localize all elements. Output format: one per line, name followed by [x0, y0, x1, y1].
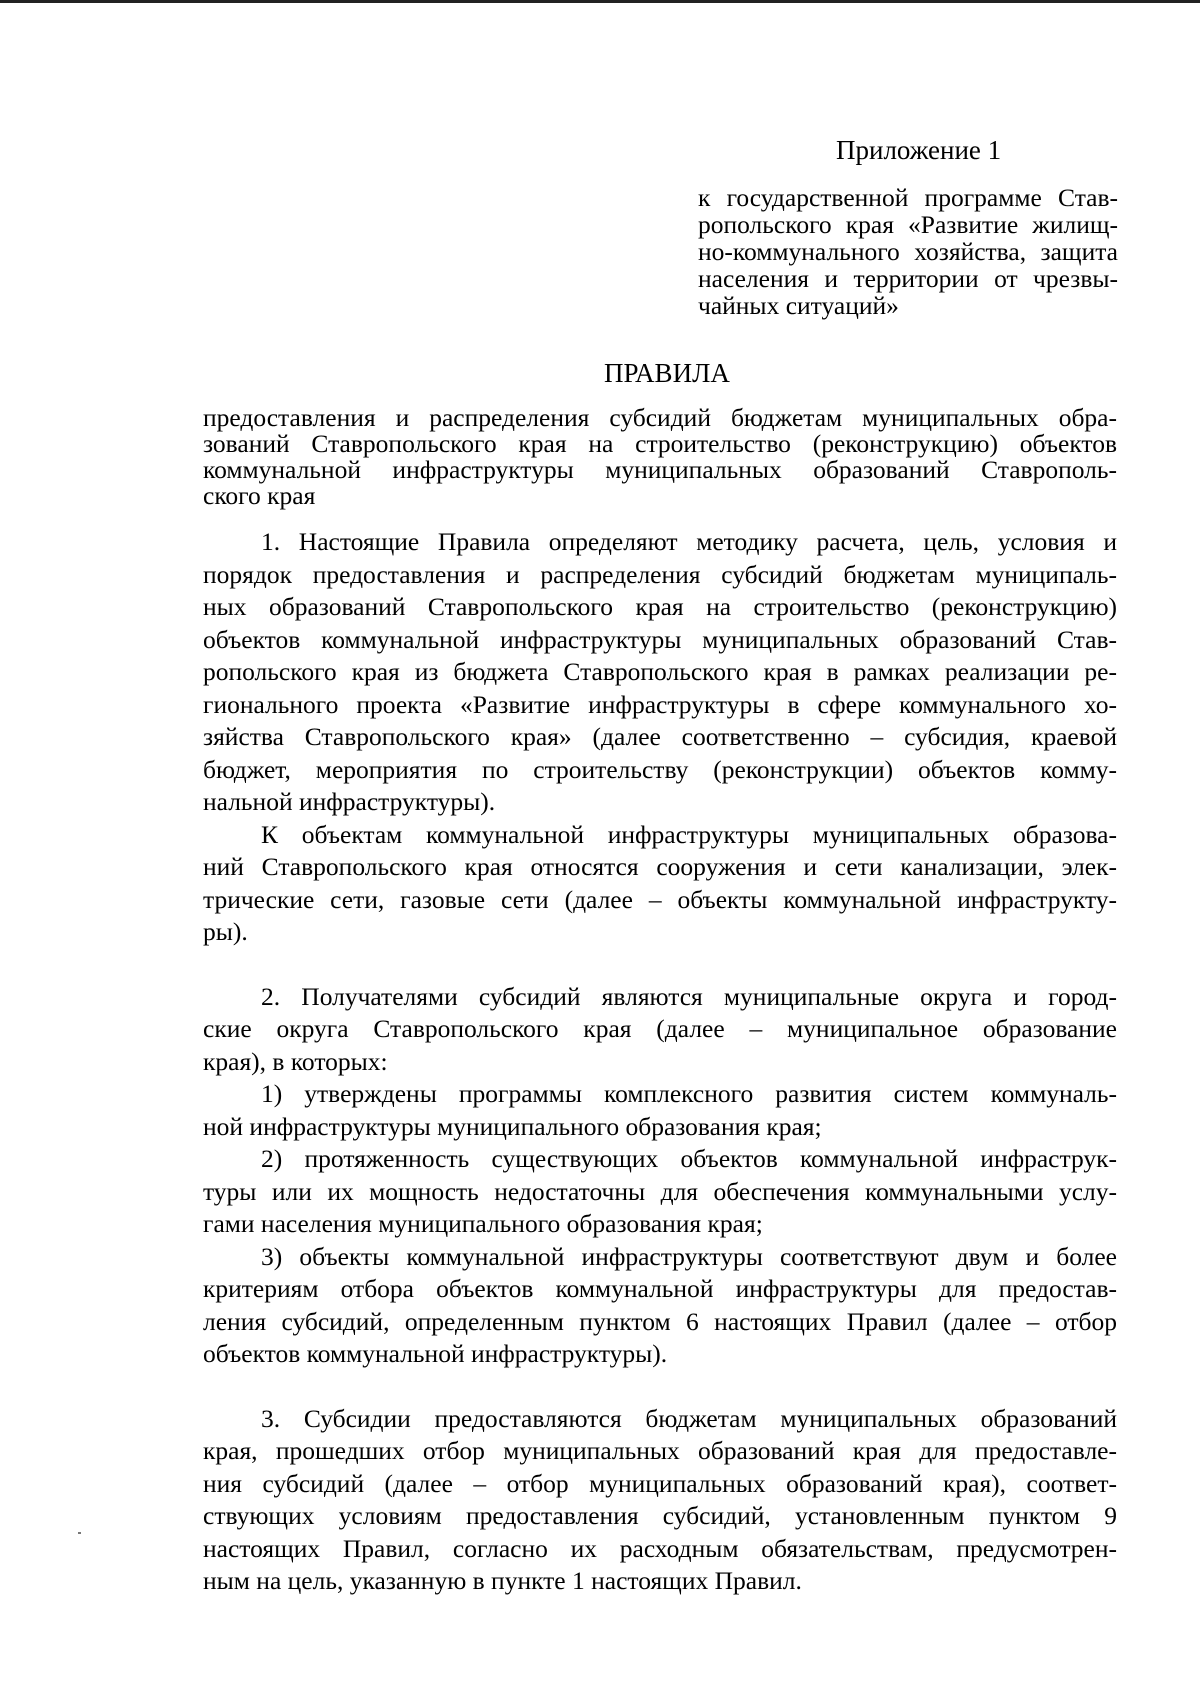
body-line: ствующих условиям предоставления субсидий, установленным пунктом 9	[203, 1501, 1117, 1530]
appendix-line: к государственной программе Став-	[698, 183, 1118, 212]
body-line: бюджет, мероприятия по строительству (реконструкции) объектов комму-	[203, 754, 1117, 784]
subtitle-line: ского края	[203, 481, 316, 510]
body-line: ропольского края из бюджета Ставропольского края в рамках реализации ре-	[203, 657, 1117, 686]
document-subtitle	[203, 405, 1117, 509]
body-line: зяйства Ставропольского края» (далее соответственно – субсидия, краевой	[203, 722, 1117, 751]
body-line: ной инфраструктуры муниципального образования края;	[203, 1111, 822, 1141]
appendix-line: но-коммунального хозяйства, защита	[698, 237, 1118, 266]
body-line: края), в которых:	[203, 1046, 388, 1076]
body-line: ские округа Ставропольского края (далее – муниципальное образование	[203, 1014, 1117, 1043]
body-line: 1) утверждены программы комплексного развития систем коммуналь-	[261, 1079, 1117, 1108]
paragraph-spacer	[203, 949, 1117, 981]
body-line: гами населения муниципального образования края;	[203, 1209, 763, 1238]
body-line: ления субсидий, определенным пунктом 6 настоящих Правил (далее – отбор	[203, 1306, 1117, 1336]
subtitle-line: коммунальной инфраструктуры муниципальных образований Ставрополь-	[203, 455, 1117, 484]
body-line: ния субсидий (далее – отбор муниципальных образований края), соответ-	[203, 1468, 1117, 1498]
body-line: края, прошедших отбор муниципальных образований края для предоставле-	[203, 1436, 1117, 1465]
appendix-line: населения и территории от чрезвы-	[698, 264, 1118, 293]
subtitle-line: зований Ставропольского края на строительство (реконструкцию) объектов	[203, 429, 1117, 458]
appendix-line: ропольского края «Развитие жилищ-	[698, 210, 1118, 239]
body-line: гионального проекта «Развитие инфраструктуры в сфере коммунального хо-	[203, 689, 1117, 719]
paragraph-spacer	[203, 1371, 1117, 1403]
appendix-reference	[698, 184, 1118, 319]
paragraph-3	[203, 1403, 1117, 1598]
body-line: 3. Субсидии предоставляются бюджетам муниципальных образований	[261, 1403, 1117, 1433]
appendix-line: чайных ситуаций»	[698, 291, 899, 320]
body-line: критериям отбора объектов коммунальной инфраструктуры для предостав-	[203, 1274, 1117, 1303]
paragraph-1-objects	[203, 819, 1117, 949]
document-title: ПРАВИЛА	[604, 358, 730, 388]
list-item-1	[203, 1078, 1117, 1143]
list-item-2	[203, 1143, 1117, 1241]
body-line: 2) протяженность существующих объектов коммунальной инфраструк-	[261, 1144, 1117, 1173]
document-body	[203, 526, 1117, 1598]
body-line: трические сети, газовые сети (далее – объекты коммунальной инфраструкту-	[203, 884, 1117, 914]
list-item-3	[203, 1241, 1117, 1371]
body-line: 2. Получателями субсидий являются муниципальные округа и город-	[261, 981, 1117, 1011]
body-line: нальной инфраструктуры).	[203, 787, 496, 816]
body-line: 3) объекты коммунальной инфраструктуры соответствуют двум и более	[261, 1241, 1117, 1271]
body-line: объектов коммунальной инфраструктуры муниципальных образований Став-	[203, 624, 1117, 654]
paragraph-2	[203, 981, 1117, 1079]
subtitle-line: предоставления и распределения субсидий бюджетам муниципальных обра-	[203, 403, 1117, 432]
body-line: 1. Настоящие Правила определяют методику расчета, цель, условия и	[261, 527, 1117, 556]
body-line: настоящих Правил, согласно их расходным обязательствам, предусмотрен-	[203, 1533, 1117, 1563]
body-line: объектов коммунальной инфраструктуры).	[203, 1339, 668, 1368]
body-line: ным на цель, указанную в пункте 1 настоящих Правил.	[203, 1566, 802, 1595]
scan-speck	[78, 1532, 81, 1534]
appendix-title: Приложение 1	[836, 135, 1002, 165]
body-line: ры).	[203, 917, 248, 946]
body-line: порядок предоставления и распределения субсидий бюджетам муниципаль-	[203, 559, 1117, 589]
body-line: ний Ставропольского края относятся сооружения и сети канализации, элек-	[203, 852, 1117, 881]
body-line: К объектам коммунальной инфраструктуры муниципальных образова-	[261, 819, 1117, 849]
paragraph-1	[203, 526, 1117, 819]
body-line: ных образований Ставропольского края на строительство (реконструкцию)	[203, 592, 1117, 621]
body-line: туры или их мощность недостаточны для обеспечения коммунальными услу-	[203, 1176, 1117, 1206]
